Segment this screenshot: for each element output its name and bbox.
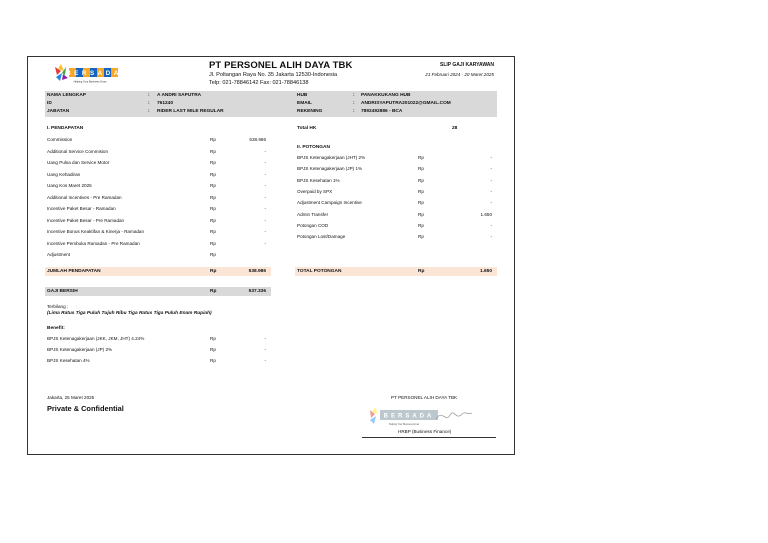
income-item-amount: - [264,240,266,246]
info-label-id: ID [47,101,52,106]
net-pay-label: GAJI BERSIH [47,289,78,294]
income-item-label: Incentive Bonus Keaktifan & Kinerja - Ramadan [47,229,145,234]
stamp-logo-text: BERSADA [383,413,435,420]
payslip-document [27,56,515,455]
income-item-amount: 538.986 [249,137,266,142]
deduction-item-label: Overpaid by SPX [297,188,333,194]
income-item-currency: Rp [210,229,216,234]
income-item-label: Adjustment [47,252,70,257]
info-colon: : [353,109,355,114]
income-item-label: Uang Pulsa dan Service Motor [47,160,110,165]
company-name: PT PERSONEL ALIH DAYA TBK [209,60,353,71]
deductions-heading: II. POTONGAN [297,145,330,150]
deduction-item-label: Potongan Lost/Damage [297,234,346,240]
info-label-position: JABATAN [47,109,70,114]
net-pay-currency: Rp [210,289,217,294]
income-item-currency: Rp [210,171,216,177]
deduction-item-label: BPJS Ketenagakerjaan (JHT) 2% [297,155,366,160]
deduction-item-label: BPJS Ketenagakerjaan (JP) 1% [297,166,363,172]
income-heading: I. PENDAPATAN [47,126,84,131]
benefit-item-label: BPJS Kesehatan 4% [47,358,90,363]
slip-title: SLIP GAJI KARYAWAN [440,62,494,68]
deduction-item-currency: Rp [418,166,424,172]
signature-role: HRBP (Business Finance) [398,429,452,434]
benefit-item-currency: Rp [210,336,216,341]
deduction-item-currency: Rp [418,155,424,160]
total-hk-label: Total HK [297,126,317,131]
benefit-item-amount: - [264,336,266,341]
net-pay-amount: 537.336 [248,289,266,294]
info-label-email: EMAIL [297,101,312,106]
slip-period: 21 Februari 2024 - 20 Maret 2025 [425,72,494,77]
stamp-tagline: Helping Your Business Grow [388,423,420,426]
total-hk-value: 28 [452,126,458,131]
benefit-item-amount: - [264,358,266,363]
deduction-item-amount: 1.650 [480,211,492,217]
info-colon: : [353,101,355,106]
deduction-item-amount: - [490,222,492,228]
deduction-item-label: Potongan COD [297,222,329,228]
income-item-currency: Rp [210,240,216,246]
terbilang-text: (Lima Ratus Tiga Puluh Tujuh Ribu Tiga Ratus Tiga Puluh Enam Rupiah) [47,311,212,316]
income-item-label: Incentive Pembuka Ramadan - Pre Ramadan [47,240,140,246]
benefit-item-label: BPJS Ketenagakerjaan (JKK, JKM, JHT) 4.24% [47,336,145,341]
deduction-item-amount: - [490,188,492,194]
deduction-item-label: Adjustment Campaign Incentive [297,200,362,206]
deduction-item-amount: - [490,177,492,183]
info-value-id: 761240 [157,101,174,106]
deduction-total-amount: 1.650 [479,269,492,274]
place-date: Jakarta, 25 Maret 2025 [47,395,95,400]
income-item-currency: Rp [210,137,216,142]
confidential-label: Private & Confidential [47,404,124,413]
deduction-item-currency: Rp [418,234,424,240]
signature-company: PT PERSONEL ALIH DAYA TBK [391,395,458,400]
logo-text: BERSADA [66,70,122,78]
income-item-label: Additional Service Commision [47,148,109,154]
benefit-item-currency: Rp [210,347,216,352]
income-total-currency: Rp [210,269,217,274]
benefit-heading: Benefit: [47,326,65,331]
income-item-amount: - [264,183,266,188]
deduction-item-currency: Rp [418,188,424,194]
income-total-label: JUMLAH PENDAPATAN [47,269,101,274]
company-address: Jl. Poltangan Raya No. 35 Jakarta 12530-Indonesia [209,72,338,78]
deduction-item-amount: - [490,200,492,206]
info-value-account: 7892492886 - BCA [361,109,403,114]
company-stamp [364,403,476,431]
info-colon: : [148,101,150,106]
income-item-amount: - [264,217,266,223]
deduction-item-currency: Rp [418,177,424,183]
deduction-item-currency: Rp [418,200,424,206]
deduction-total-label: TOTAL POTONGAN [297,269,342,274]
income-item-label: Incentive Paket Besar - Pre Ramadan [47,217,125,223]
income-item-currency: Rp [210,148,216,154]
info-label-name: NAMA LENGKAP [47,93,86,98]
income-item-label: Uang Kos Maret 2025 [47,183,92,188]
benefit-item-amount: - [264,347,266,352]
deduction-item-label: Admin Transfer [297,211,329,217]
deduction-item-amount: - [490,234,492,240]
income-item-label: Incentive Paket Besar - Ramadan [47,206,116,211]
benefit-item-label: BPJS Ketenagakerjaan (JP) 2% [47,347,113,352]
income-item-amount: - [264,171,266,177]
info-label-account: REKENING [297,109,323,114]
income-item-label: Uang Kehadiran [47,171,81,177]
logo-tagline: Helping Your Business Grow [73,80,107,84]
net-pay-band [45,287,271,296]
income-total-amount: 538.986 [248,269,266,274]
income-item-amount: - [264,160,266,165]
info-label-hub: HUB [297,93,308,98]
deduction-item-amount: - [490,155,492,160]
info-value-position: RIDER LAST MILE REGULAR [157,109,224,114]
deduction-item-currency: Rp [418,211,424,217]
income-item-currency: Rp [210,183,216,188]
company-logo [52,61,122,87]
income-item-currency: Rp [210,252,216,257]
signature-scribble [436,413,472,419]
income-item-amount: - [264,206,266,211]
income-item-currency: Rp [210,194,216,200]
deduction-total-currency: Rp [418,269,425,274]
deduction-item-amount: - [490,166,492,172]
benefit-item-currency: Rp [210,358,216,363]
income-item-label: Additional Incentives - Pre Ramadan [47,194,122,200]
info-colon: : [148,93,150,98]
deduction-item-currency: Rp [418,222,424,228]
income-item-amount: - [264,148,266,154]
signature-line [362,437,496,438]
deduction-item-label: BPJS Kesehatan 1% [297,177,340,183]
income-item-amount: - [264,194,266,200]
income-item-currency: Rp [210,160,216,165]
info-colon: : [148,109,150,114]
info-value-email: ANDRISYAPUTRA201022@GMAIL.COM [361,101,451,106]
employee-info-band [45,91,497,117]
income-item-currency: Rp [210,206,216,211]
info-value-hub: PANAKKUKANG HUB [361,93,411,98]
info-colon: : [353,93,355,98]
income-item-currency: Rp [210,217,216,223]
income-item-label: Commission [47,137,73,142]
terbilang-label: Terbilang : [47,304,69,309]
info-value-name: A ANDRI SAPUTRA [157,93,202,98]
company-phone: Telp: 021-78846142 Fax: 021-78846138 [209,80,309,86]
income-item-amount: - [264,229,266,234]
